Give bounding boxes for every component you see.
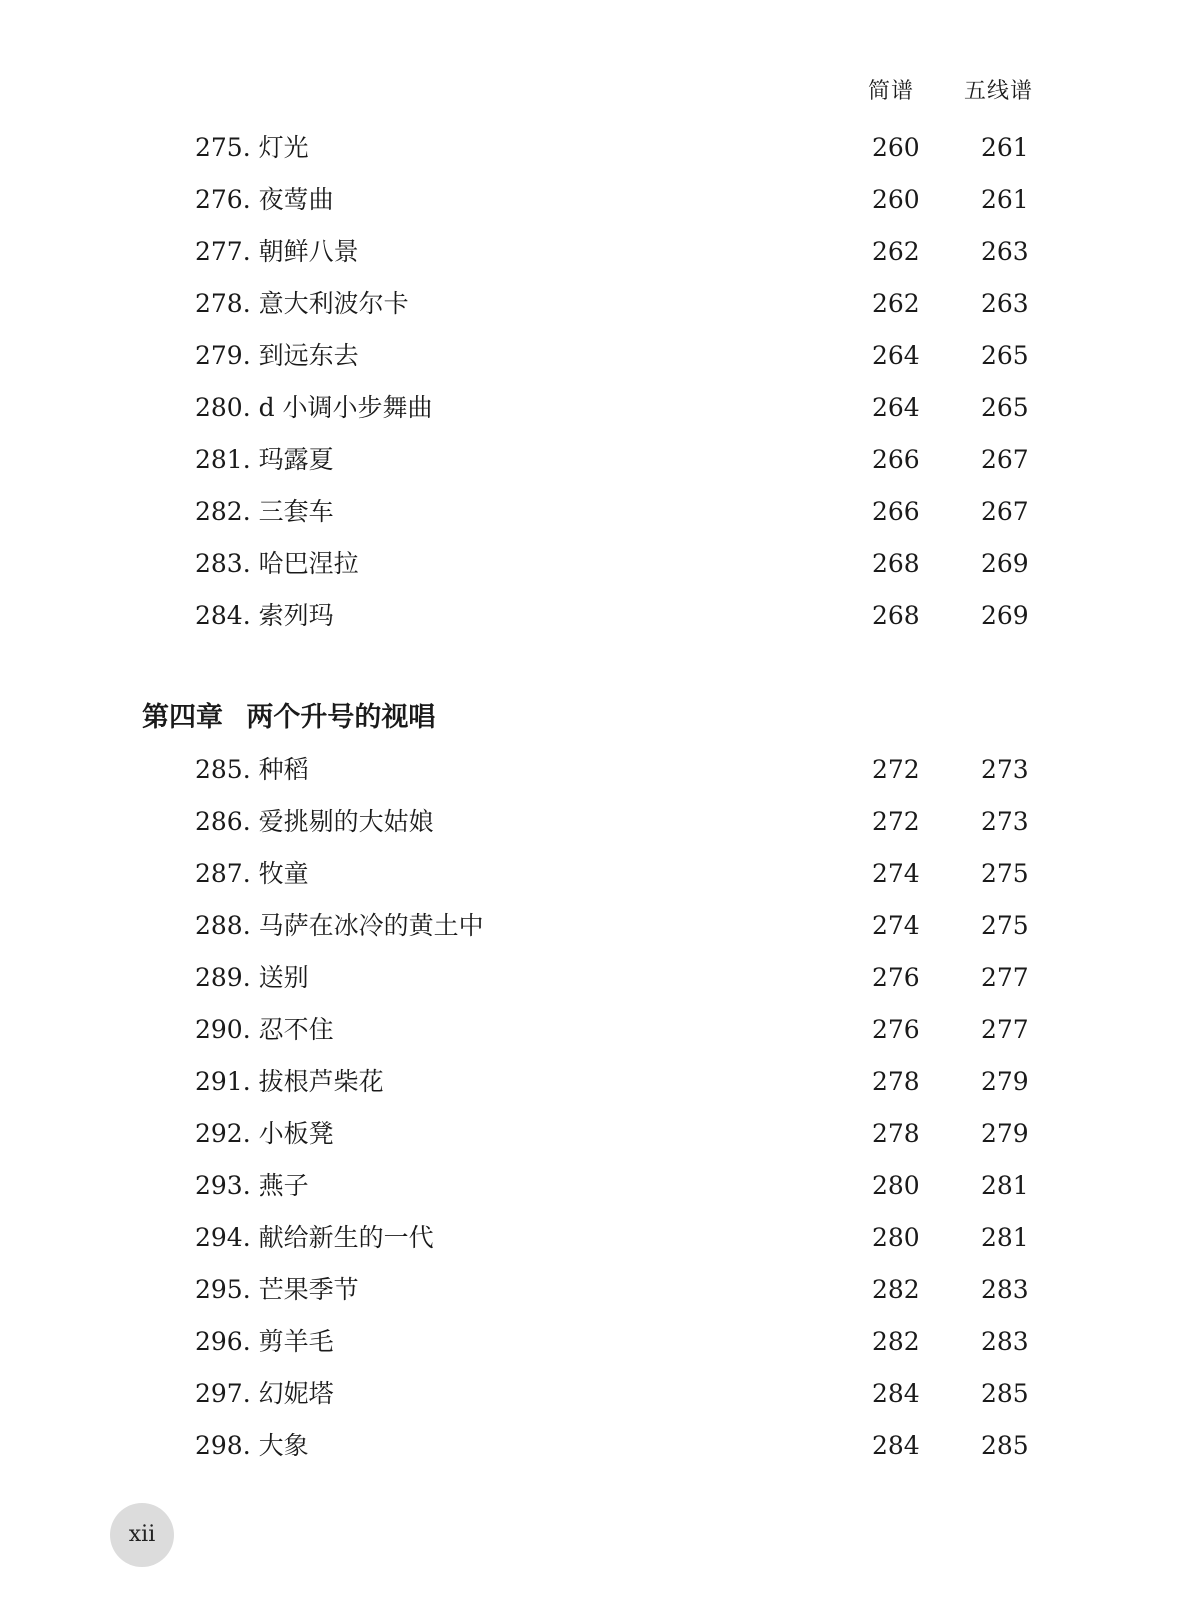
page-number-badge: xii xyxy=(110,1503,174,1567)
toc-entry[interactable] xyxy=(0,1322,1179,1362)
toc-entry[interactable] xyxy=(0,180,1179,220)
toc-entry-title: 290. 忍不住 xyxy=(195,1015,334,1044)
column-header-wuxianpu: 五线谱 xyxy=(964,79,1034,104)
toc-entry-jianpu-page: 262 xyxy=(872,237,920,266)
toc-entry[interactable] xyxy=(0,1426,1179,1466)
toc-entry-wuxianpu-page: 279 xyxy=(981,1119,1029,1148)
toc-entry[interactable] xyxy=(0,958,1179,998)
toc-entry-jianpu-page: 278 xyxy=(872,1067,920,1096)
toc-entry[interactable] xyxy=(0,750,1179,790)
toc-entry-wuxianpu-page: 283 xyxy=(981,1275,1029,1304)
toc-entry-jianpu-page: 266 xyxy=(872,445,920,474)
toc-entry-jianpu-page: 272 xyxy=(872,807,920,836)
toc-entry-wuxianpu-page: 261 xyxy=(981,185,1029,214)
chapter-heading: 第四章 两个升号的视唱 xyxy=(142,702,436,733)
toc-entry-title: 285. 种稻 xyxy=(195,755,309,784)
toc-entry-wuxianpu-page: 273 xyxy=(981,755,1029,784)
toc-entry-wuxianpu-page: 269 xyxy=(981,601,1029,630)
toc-entry-title: 289. 送别 xyxy=(195,963,309,992)
toc-entry-title: 278. 意大利波尔卡 xyxy=(195,289,409,318)
toc-entry[interactable] xyxy=(0,128,1179,168)
toc-entry-title: 295. 芒果季节 xyxy=(195,1275,359,1304)
toc-entry-jianpu-page: 278 xyxy=(872,1119,920,1148)
toc-entry-wuxianpu-page: 265 xyxy=(981,341,1029,370)
toc-entry[interactable] xyxy=(0,336,1179,376)
column-headers xyxy=(0,74,1179,110)
column-header-jianpu: 简谱 xyxy=(868,79,915,104)
toc-entry-title: 277. 朝鲜八景 xyxy=(195,237,359,266)
toc-entry-title: 298. 大象 xyxy=(195,1431,309,1460)
toc-entry-title: 294. 献给新生的一代 xyxy=(195,1223,434,1252)
toc-entry[interactable] xyxy=(0,388,1179,428)
toc-entry-wuxianpu-page: 283 xyxy=(981,1327,1029,1356)
toc-entry-wuxianpu-page: 267 xyxy=(981,445,1029,474)
toc-entry[interactable] xyxy=(0,232,1179,272)
toc-entry-title: 291. 拔根芦柴花 xyxy=(195,1067,384,1096)
toc-entry-jianpu-page: 262 xyxy=(872,289,920,318)
toc-entry-wuxianpu-page: 277 xyxy=(981,963,1029,992)
toc-entry-wuxianpu-page: 269 xyxy=(981,549,1029,578)
toc-entry[interactable] xyxy=(0,284,1179,324)
toc-entry[interactable] xyxy=(0,1010,1179,1050)
toc-entry-jianpu-page: 272 xyxy=(872,755,920,784)
toc-entry-jianpu-page: 280 xyxy=(872,1223,920,1252)
toc-entry-wuxianpu-page: 275 xyxy=(981,859,1029,888)
toc-entry[interactable] xyxy=(0,1374,1179,1414)
toc-entry-wuxianpu-page: 265 xyxy=(981,393,1029,422)
toc-entry-title: 281. 玛露夏 xyxy=(195,445,334,474)
toc-entry-title: 296. 剪羊毛 xyxy=(195,1327,334,1356)
toc-entry[interactable] xyxy=(0,544,1179,584)
toc-entry-jianpu-page: 282 xyxy=(872,1327,920,1356)
toc-entry[interactable] xyxy=(0,906,1179,946)
toc-entry-jianpu-page: 268 xyxy=(872,549,920,578)
toc-entry-wuxianpu-page: 263 xyxy=(981,237,1029,266)
toc-entry[interactable] xyxy=(0,854,1179,894)
toc-entry[interactable] xyxy=(0,1166,1179,1206)
toc-entry-title: 284. 索列玛 xyxy=(195,601,334,630)
toc-entry-wuxianpu-page: 285 xyxy=(981,1431,1029,1460)
toc-entry[interactable] xyxy=(0,440,1179,480)
toc-entry-title: 276. 夜莺曲 xyxy=(195,185,334,214)
toc-entry-wuxianpu-page: 261 xyxy=(981,133,1029,162)
toc-entry-jianpu-page: 264 xyxy=(872,341,920,370)
toc-entry-jianpu-page: 260 xyxy=(872,133,920,162)
toc-entry-jianpu-page: 284 xyxy=(872,1379,920,1408)
toc-entry[interactable] xyxy=(0,1270,1179,1310)
toc-entry-title: 297. 幻妮塔 xyxy=(195,1379,334,1408)
toc-entry-title: 286. 爱挑剔的大姑娘 xyxy=(195,807,434,836)
toc-entry-jianpu-page: 264 xyxy=(872,393,920,422)
toc-entry[interactable] xyxy=(0,1218,1179,1258)
toc-entry-title: 283. 哈巴涅拉 xyxy=(195,549,359,578)
toc-entry-jianpu-page: 260 xyxy=(872,185,920,214)
toc-entry-jianpu-page: 280 xyxy=(872,1171,920,1200)
toc-entry[interactable] xyxy=(0,492,1179,532)
toc-entry-title: 292. 小板凳 xyxy=(195,1119,334,1148)
toc-entry-jianpu-page: 268 xyxy=(872,601,920,630)
toc-entry-jianpu-page: 282 xyxy=(872,1275,920,1304)
toc-entry-title: 279. 到远东去 xyxy=(195,341,359,370)
toc-entry-wuxianpu-page: 281 xyxy=(981,1223,1029,1252)
toc-entry[interactable] xyxy=(0,596,1179,636)
toc-entry-title: 293. 燕子 xyxy=(195,1171,309,1200)
toc-entry-jianpu-page: 274 xyxy=(872,859,920,888)
toc-entry[interactable] xyxy=(0,1062,1179,1102)
toc-entry-wuxianpu-page: 267 xyxy=(981,497,1029,526)
toc-entry-wuxianpu-page: 281 xyxy=(981,1171,1029,1200)
toc-entry-title: 280. d 小调小步舞曲 xyxy=(195,393,433,422)
toc-entry-wuxianpu-page: 263 xyxy=(981,289,1029,318)
toc-entry-title: 275. 灯光 xyxy=(195,133,309,162)
toc-entry-wuxianpu-page: 275 xyxy=(981,911,1029,940)
toc-entry[interactable] xyxy=(0,802,1179,842)
toc-entry-wuxianpu-page: 277 xyxy=(981,1015,1029,1044)
toc-entry-wuxianpu-page: 279 xyxy=(981,1067,1029,1096)
toc-entry-jianpu-page: 266 xyxy=(872,497,920,526)
toc-entry-jianpu-page: 276 xyxy=(872,963,920,992)
toc-entry-title: 287. 牧童 xyxy=(195,859,309,888)
toc-entry-jianpu-page: 274 xyxy=(872,911,920,940)
toc-entry-jianpu-page: 284 xyxy=(872,1431,920,1460)
toc-entry-jianpu-page: 276 xyxy=(872,1015,920,1044)
toc-entry-wuxianpu-page: 273 xyxy=(981,807,1029,836)
toc-entry-wuxianpu-page: 285 xyxy=(981,1379,1029,1408)
toc-entry-title: 288. 马萨在冰冷的黄土中 xyxy=(195,911,484,940)
toc-entry-title: 282. 三套车 xyxy=(195,497,334,526)
toc-entry[interactable] xyxy=(0,1114,1179,1154)
